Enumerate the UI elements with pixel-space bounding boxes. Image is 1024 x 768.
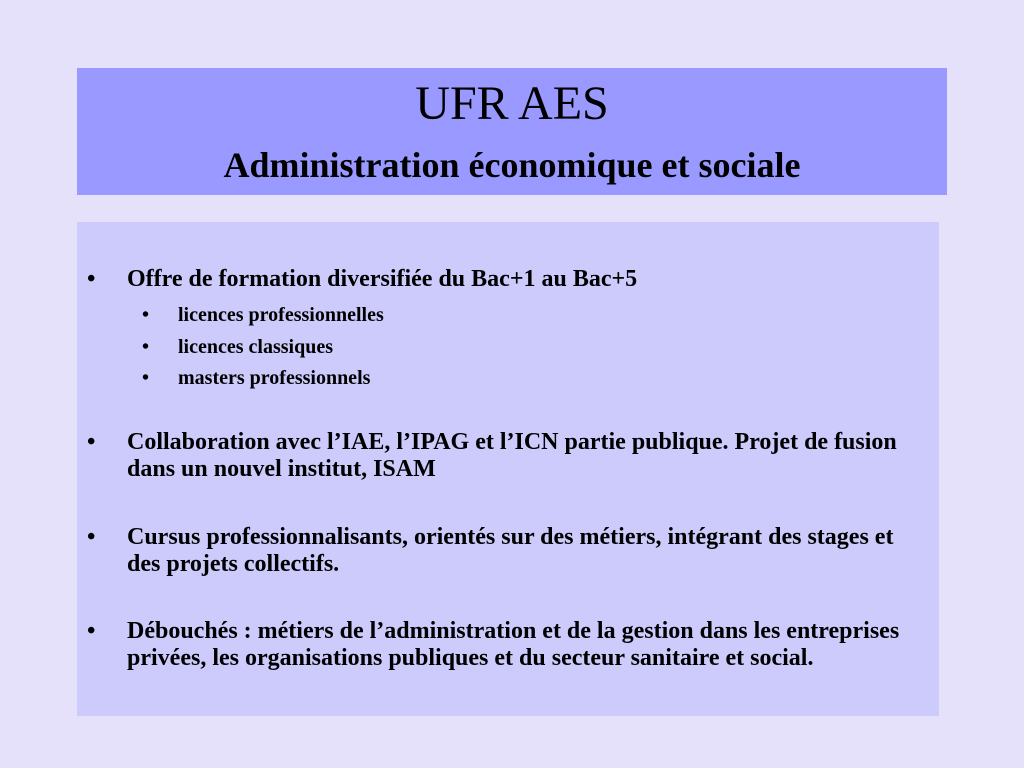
sub-bullet-item [142,335,842,359]
bullet-dot-icon: • [87,524,96,550]
content-box [77,222,939,716]
bullet-dot-icon: • [87,618,96,644]
bullet-text: Collaboration avec l’IAE, l’IPAG et l’ICN partie publique. Projet de fusion dans un nouvel institut, ISAM [127,429,897,482]
bullet-item-collaboration [87,429,927,483]
slide-title: UFR AES [415,77,609,130]
sub-bullet-text: masters professionnels [178,367,371,389]
sub-bullet-dot-icon: • [142,336,150,358]
bullet-dot-icon: • [87,429,96,455]
bullet-text: Cursus professionnalisants, orientés sur des métiers, intégrant des stages et des projets collectifs. [127,524,894,577]
slide-subtitle: Administration économique et sociale [223,145,801,185]
bullet-text: Débouchés : métiers de l’administration et de la gestion dans les entreprises privées, les organisations publiques et du secteur sanitaire et social. [127,618,900,671]
bullet-dot-icon: • [87,266,96,292]
sub-bullet-text: licences classiques [178,336,333,358]
sub-bullet-item [142,303,842,327]
sub-bullet-item [142,366,842,390]
bullet-item-formation [87,266,927,293]
bullet-text: Offre de formation diversifiée du Bac+1 au Bac+5 [127,266,638,292]
sub-bullet-dot-icon: • [142,367,150,389]
bullet-item-cursus [87,524,927,578]
bullet-item-debouches [87,618,927,672]
sub-bullet-text: licences professionnelles [178,304,384,326]
title-box [77,68,947,195]
sub-bullet-dot-icon: • [142,304,150,326]
